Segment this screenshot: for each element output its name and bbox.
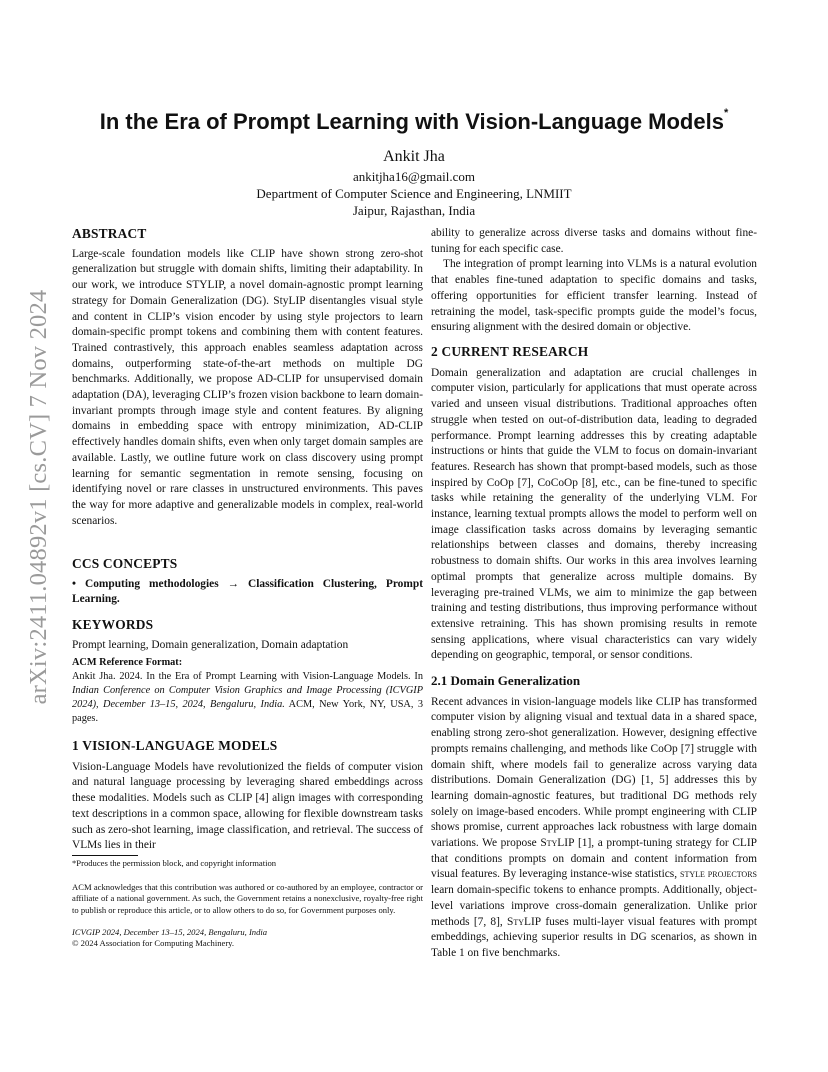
- author-location: Jaipur, Rajasthan, India: [352, 203, 476, 218]
- acm-reference: [72, 656, 423, 726]
- footnote-rule: [72, 855, 138, 856]
- section21-block: [431, 673, 757, 962]
- author-department: Department of Computer Science and Engineering, LNMIIT: [256, 186, 572, 201]
- section21-body: [431, 695, 757, 962]
- acm-ref-venue: Indian Conference on Computer Vision Graphics and Image Processing (ICVGIP 2024), December 13–15, 2024, Bengaluru, India.: [72, 685, 423, 710]
- stylip-term: StyLIP: [540, 837, 575, 850]
- section2-block: [431, 344, 757, 664]
- ccs-body: • Computing methodologies → Classification Clustering, Prompt Learning.: [72, 577, 423, 606]
- ccs-heading: CCS CONCEPTS: [72, 556, 178, 571]
- author-email: ankitjha16@gmail.com: [352, 169, 476, 184]
- section1-heading: 1 VISION-LANGUAGE MODELS: [72, 738, 278, 753]
- section2-heading: 2 CURRENT RESEARCH: [431, 344, 589, 359]
- section21-heading: 2.1 Domain Generalization: [431, 673, 581, 688]
- style-projectors-term: style projectors: [680, 868, 757, 881]
- section2-body: Domain generalization and adaptation are crucial challenges in computer vision, particularly for applications that must operate across varied and unseen visual distributions. Traditional approaches often struggle when tested on out-of-distribution data, leading to degraded performance. Prompt learning addresses this by creating adaptable instructions or hints that guide the VLM to focus on domain-invariant features. Research has shown that prompt-based models, such as those inspired by CoOp [7], CoCoOp [8], etc., can be fine-tuned to specific tasks while retaining the generality of the underlying VLM. For instance, learning textual prompts allows the model to perform well on image classification tasks across domains by leveraging semantic relationships between classes and domains, thereby increasing robustness to domain shifts. Our works in this area involves learning optimal prompts that generalize across multiple domains. By leveraging pre-trained VLMs, we aim to minimize the gap between training and testing distributions, thus improving performance without extensive retraining. This has shown promising results in remote sensing applications, where visual characteristics can vary widely depending on geographic, temporal, or sensor conditions.: [431, 366, 757, 662]
- abstract-heading: ABSTRACT: [72, 226, 147, 241]
- paper-title: [0, 109, 828, 135]
- acm-ref-prefix: Ankit Jha. 2024. In the Era of Prompt Learning with Vision-Language Models. In: [72, 671, 423, 682]
- section1-para2: The integration of prompt learning into VLMs is a natural evolution that enables fine-tuned adaptation to specific domains and tasks, offering opportunities for efficient transfer learning. Instead of retraining the model, task-specific prompts guide the model’s focus, ensuring alignment with the desired domain or objective.: [431, 258, 757, 334]
- keywords-block: [72, 617, 423, 653]
- acm-reference-body: [72, 670, 423, 726]
- acm-notice: ACM acknowledges that this contribution was authored or co-authored by an employee, contractor or affiliate of a national government. As such, the Government retains a nonexclusive, royalty-free right to publish or reproduce this article, or to allow others to do so, for Government purposes only.: [72, 882, 423, 915]
- conference-line: ICVGIP 2024, December 13–15, 2024, Bengaluru, India: [72, 927, 268, 937]
- copyright-line: © 2024 Association for Computing Machinery.: [72, 938, 235, 948]
- keywords-heading: KEYWORDS: [72, 617, 154, 632]
- title-footnote-mark: *: [723, 107, 729, 119]
- abstract-block: [72, 226, 423, 529]
- section1-continued: [431, 226, 757, 336]
- section21-body-b: [1], a prompt-tuning strategy for CLIP that conditions prompts on domain and content information from visual features. By leveraging instance-wise statistics,: [431, 837, 757, 881]
- section1-body-right: ability to generalize across diverse tasks and domains without fine-tuning for each specific case.: [431, 227, 757, 255]
- keywords-body: Prompt learning, Domain generalization, Domain adaptation: [72, 638, 349, 651]
- acm-reference-heading: ACM Reference Format:: [72, 657, 183, 668]
- ccs-block: [72, 556, 423, 608]
- section21-body-d: fuses multi-layer visual features with prompt embeddings, achieving superior results in DG scenarios, as shown in Table 1 on five benchmarks.: [431, 915, 757, 959]
- arxiv-stamp: arXiv:2411.04892v1 [cs.CV] 7 Nov 2024: [25, 289, 52, 705]
- title-text: In the Era of Prompt Learning with Vision-Language Models: [99, 109, 724, 134]
- stylip-term-2: StyLIP: [507, 915, 542, 928]
- section21-body-c: learn domain-specific tokens to enhance prompts. Additionally, object-level variations improve cross-domain generalization. Unlike prior methods [7, 8],: [431, 884, 757, 928]
- section1-block: [72, 738, 423, 854]
- title-footnote: *Produces the permission block, and copyright information: [72, 858, 277, 868]
- section21-body-a: Recent advances in vision-language models like CLIP has transformed computer vision by aligning visual and textual data in a shared space, enabling strong zero-shot generalization. However, designing effective prompts remains challenging, and methods like CoOp [7] struggle with domain shift, where models fail to generalize across varying data distributions. Domain Generalization (DG) [1, 5] addresses this by learning domain-agnostic features, but traditional DG methods rely solely on image-based encoders. While prompt engineering with CLIP shows promise, current approaches lack robustness with large domain variations. We propose: [431, 695, 757, 850]
- acm-ref-suffix: ACM, New York, NY, USA, 3 pages.: [72, 699, 423, 724]
- section1-body-left: Vision-Language Models have revolutionized the fields of computer vision and natural language processing by leveraging shared embeddings across these modalities. Models such as CLIP [4] align images with corresponding text descriptions in a common space, allowing for flexible downstream tasks such as zero-shot learning, image classification, and retrieval. The success of VLMs lies in their: [72, 760, 423, 852]
- abstract-body: Large-scale foundation models like CLIP have shown strong zero-shot generalization but struggle with domain shifts, limiting their adaptability. In our work, we introduce STYLIP, a novel domain-agnostic prompt learning strategy for Domain Generalization (DG). StyLIP disentangles visual style and content in CLIP’s vision encoder by using style projectors to learn domain-specific prompt tokens and combining them with content features. Trained contrastively, this approach enables seamless adaptation across domains, outperforming state-of-the-art methods on multiple DG benchmarks. Additionally, we propose AD-CLIP for unsupervised domain adaptation (DA), leveraging CLIP’s frozen vision backbone to learn domain-invariant prompts through image style and content features. By aligning domains in embedding space with entropy minimization, AD-CLIP effectively handles domain shifts, even when only target domain samples are available. Lastly, we outline future work on class discovery using prompt learning for semantic segmentation in remote sensing, focusing on identifying novel or rare classes in unstructured environments. This paves the way for more adaptive and generalizable models in complex, real-world scenarios.: [72, 247, 423, 527]
- author-name: Ankit Jha: [383, 148, 445, 165]
